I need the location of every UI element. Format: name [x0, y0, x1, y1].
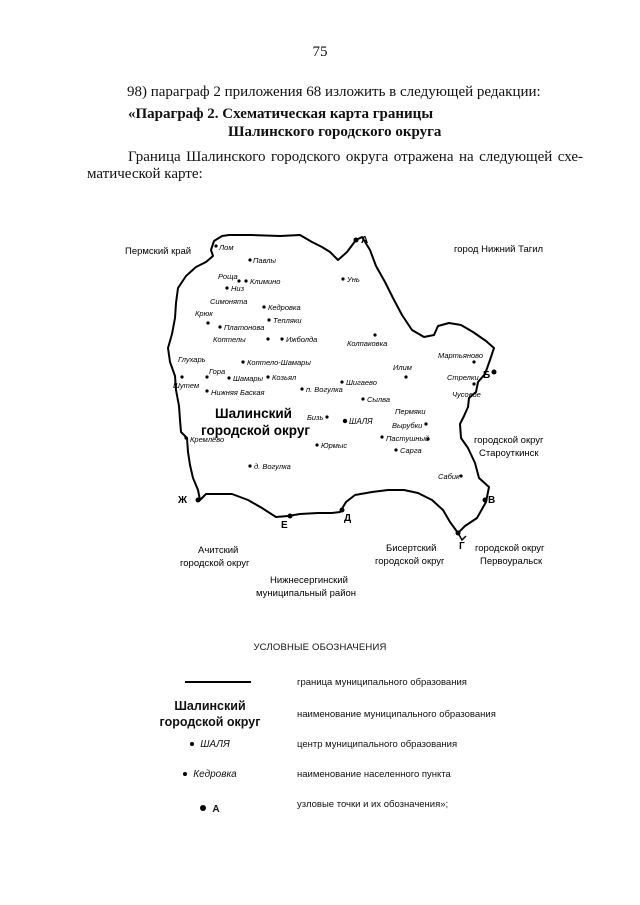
settlement-dot: [404, 375, 407, 378]
legend-row-name: [150, 698, 580, 734]
settlement-label-sylva: Сылва: [367, 395, 391, 404]
settlement-dot: [340, 380, 343, 383]
settlement-dot: [180, 375, 183, 378]
neighbor-bisert-1: Бисертский: [386, 543, 437, 554]
settlement-dot: [218, 325, 221, 328]
settlement-dot: [394, 448, 397, 451]
legend-desc-node: узловые точки и их обозначения»;: [297, 799, 449, 810]
neighbor-pervouralsk-2: Первоуральск: [480, 556, 543, 567]
node-label-zh: Ж: [178, 495, 188, 506]
settlement-dot: [266, 337, 269, 340]
settlement-label-chusovoe: Чусовое: [452, 390, 481, 399]
settlement-label-koptely: Коптелы: [213, 335, 246, 344]
settlement-dot: [380, 435, 383, 438]
legend-row-settlement: [150, 769, 580, 789]
boundary-line-symbol: [185, 681, 251, 683]
neighbor-bisert-2: городской округ: [375, 556, 445, 567]
settlement-dot: [227, 376, 230, 379]
settlement-label-vyrubki: Вырубки: [392, 421, 423, 430]
map-district-name-1: Шалинский: [215, 406, 292, 421]
settlement-dot: [472, 382, 475, 385]
neighbor-nizhneserginsky-2: муниципальный район: [256, 588, 357, 599]
legend-symbol-settlement: [150, 769, 270, 780]
neighbor-staroutkinsk-1: городской округ: [474, 435, 544, 446]
node-label-g: Г: [459, 541, 465, 552]
settlement-dot: [225, 286, 228, 289]
settlement-dot-icon: [183, 772, 187, 776]
map-district-name-2: городской округ: [201, 423, 310, 438]
settlement-label-klimino: Климино: [250, 277, 281, 286]
node-point-b: [492, 370, 497, 375]
neighbor-achit-1: Ачитский: [198, 545, 239, 556]
legend-name-line-2: городской округ: [159, 715, 261, 729]
settlement-dot: [205, 389, 208, 392]
node-point-v: [483, 498, 488, 503]
settlement-label-roscha: Роща: [218, 272, 238, 281]
settlement-label-koptelo-shamary: Коптело-Шамары: [247, 358, 311, 367]
settlement-label-glukhar: Глухарь: [178, 355, 206, 364]
settlement-label-kremlevo: Кремлёво: [190, 435, 225, 444]
settlement-label-shigaevo: Шигаево: [346, 378, 377, 387]
node-point-zh: [196, 498, 201, 503]
district-boundary: [168, 235, 494, 533]
settlement-dot: [206, 321, 209, 324]
legend-desc-center: центр муниципального образования: [297, 739, 458, 750]
legend-name-line-1: Шалинский: [174, 699, 246, 713]
settlement-dot: [315, 443, 318, 446]
settlement-dot: [266, 375, 269, 378]
neighbor-achit-2: городской округ: [180, 558, 250, 569]
settlement-label-izhbolda: Ижболда: [286, 335, 318, 344]
legend-title: УСЛОВНЫЕ ОБОЗНАЧЕНИЯ: [253, 642, 387, 653]
settlement-label-simonyata: Симонята: [210, 297, 248, 306]
page-number: 75: [312, 44, 328, 60]
settlement-label-niz: Низ: [231, 284, 245, 293]
settlement-label-permyaki: Пермяки: [395, 407, 426, 416]
settlement-dot: [459, 474, 462, 477]
settlement-dot: [300, 387, 303, 390]
node-label-v: В: [488, 495, 496, 506]
settlement-dot: [241, 360, 244, 363]
legend-row-center: [150, 739, 580, 759]
legend-desc-boundary: граница муниципального образования: [297, 677, 467, 688]
settlement-label-kolpakovka: Колпаковка: [347, 339, 388, 348]
settlement-label-d-vogulka: д. Вогулка: [254, 462, 291, 471]
neighbor-nizhneserginsky-1: Нижнесергинский: [270, 575, 348, 586]
paragraph-title-line-1: «Параграф 2. Схематическая карта границы: [128, 106, 434, 122]
settlement-label-nizhnyaya-baskaya: Нижняя Баская: [211, 388, 265, 397]
neighbor-nizhny-tagil: город Нижний Тагил: [454, 244, 544, 255]
legend-desc-settlement: наименование населенного пункта: [297, 769, 451, 780]
settlement-dot: [237, 279, 240, 282]
settlement-dot: [373, 333, 376, 336]
settlement-label-pastushnoi: Пастушный: [386, 434, 430, 443]
node-label-d: Д: [344, 513, 352, 524]
settlement-dot: [244, 279, 247, 282]
settlement-label-shamary: Шамары: [233, 374, 264, 383]
settlement-label-kozyal: Козьял: [272, 373, 297, 382]
node-point-e: [288, 514, 293, 519]
legend-node-symbol-text: А: [212, 804, 220, 815]
settlement-label-p-vogulka: п. Вогулка: [306, 385, 343, 394]
legend-settlement-symbol-text: Кедровка: [193, 769, 237, 780]
settlement-dot: [472, 360, 475, 363]
node-point-d: [340, 508, 345, 513]
neighbor-staroutkinsk-2: Староуткинск: [479, 448, 539, 459]
settlement-label-kryuk: Крюк: [195, 309, 213, 318]
settlement-dot: [280, 337, 283, 340]
legend-symbol-node: [150, 799, 270, 817]
settlement-label-yurmys: Юрмыс: [321, 441, 348, 450]
settlement-dot: [184, 436, 187, 439]
settlement-label-martyanovo: Мартьяново: [438, 351, 484, 360]
legend-row-boundary: [150, 677, 580, 697]
node-label-e: Е: [281, 520, 288, 531]
body-text-line-2: матической карте:: [87, 166, 203, 182]
legend-symbol-center: [150, 739, 270, 750]
settlement-dot: [325, 415, 328, 418]
settlement-label-shutem: Шутем: [173, 381, 200, 390]
settlement-label-pavly: Павлы: [253, 256, 277, 265]
legend-row-node: [150, 799, 580, 819]
node-point-g: [456, 531, 461, 536]
settlement-label-gora: Гора: [209, 367, 226, 376]
node-label-a: А: [361, 235, 369, 246]
settlement-dot: [341, 277, 344, 280]
neighbor-pervouralsk-1: городской округ: [475, 543, 545, 554]
body-text-line-1: Граница Шалинского городского округа отражена на следующей схе-: [128, 149, 583, 165]
node-point-a: [354, 238, 359, 243]
settlement-label-bizh: Бизь: [307, 413, 324, 422]
amendment-line: 98) параграф 2 приложения 68 изложить в следующей редакции:: [127, 84, 541, 100]
settlement-label-un: Унь: [347, 275, 360, 284]
center-dot-icon: [190, 742, 194, 746]
settlement-label-streltsy: Стрелки: [447, 373, 479, 382]
legend-desc-name: наименование муниципального образования: [297, 709, 496, 720]
map-center-label: ШАЛЯ: [349, 417, 373, 426]
settlement-dot: [248, 464, 251, 467]
settlement-label-sabik: Сабик: [438, 472, 460, 481]
legend-symbol-name: [150, 698, 270, 730]
node-label-b: Б: [483, 370, 491, 381]
settlement-label-teplyaki: Тепляки: [273, 316, 302, 325]
settlement-label-ilim: Илим: [393, 363, 412, 372]
settlement-dot: [214, 244, 217, 247]
settlement-dot: [424, 422, 427, 425]
settlement-dot: [267, 318, 270, 321]
settlement-dot: [361, 397, 364, 400]
neighbor-perm: Пермский край: [125, 246, 192, 257]
settlement-dot: [262, 305, 265, 308]
node-dot-icon: [200, 805, 206, 811]
settlement-label-sarga: Сарга: [400, 446, 422, 455]
settlement-label-platonovo: Платонова: [224, 323, 265, 332]
district-center-dot: [343, 419, 347, 423]
legend-center-symbol-text: ШАЛЯ: [200, 739, 230, 750]
settlement-label-kedrovka: Кедровка: [268, 303, 301, 312]
settlement-dot: [248, 258, 251, 261]
settlement-label-lom: Лом: [219, 243, 234, 252]
paragraph-title-line-2: Шалинского городского округа: [228, 124, 442, 140]
